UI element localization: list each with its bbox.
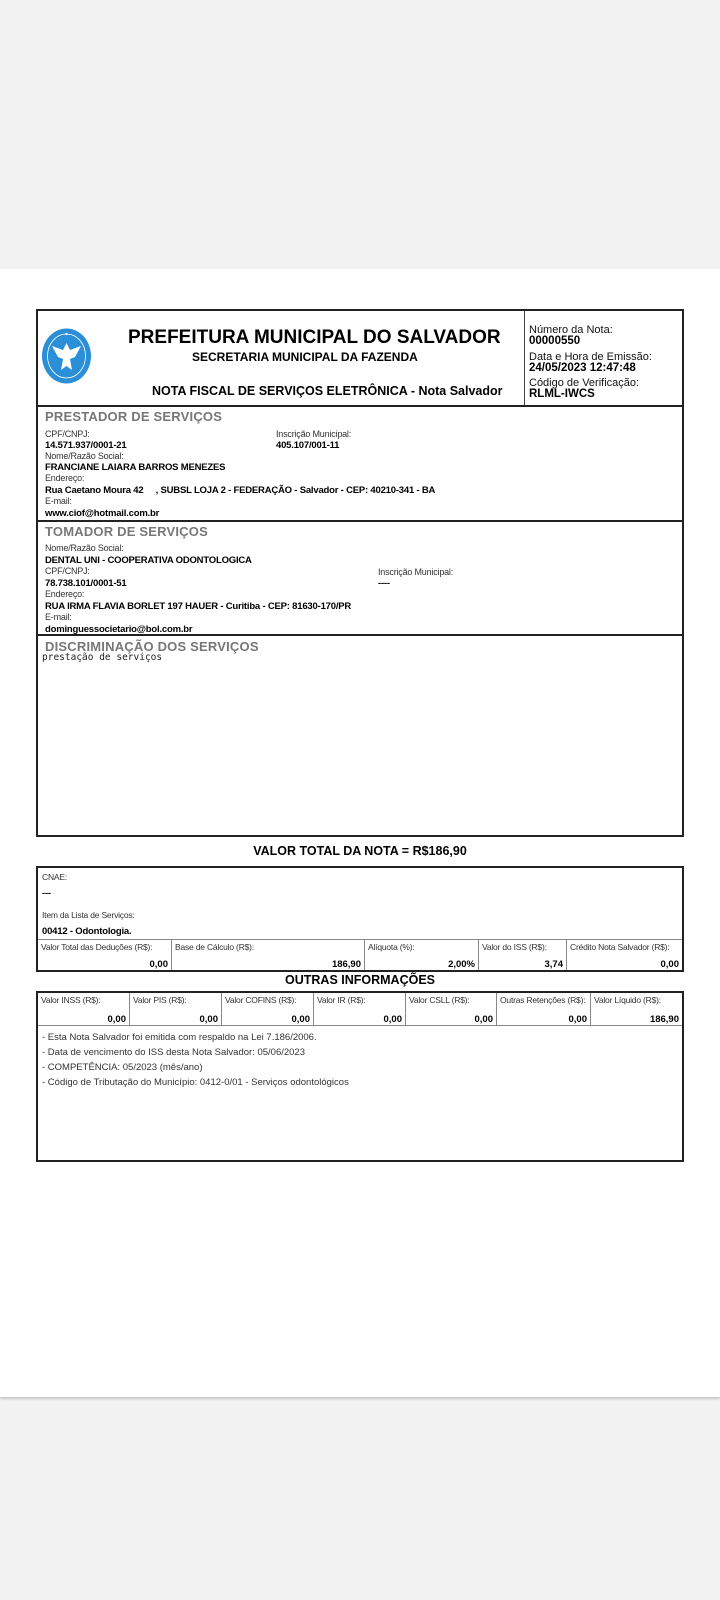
prestador-nome-label: Nome/Razão Social: <box>45 451 124 461</box>
csll-cell: Valor CSLL (R$): 0,00 <box>406 993 497 1025</box>
outras-informacoes-title: OUTRAS INFORMAÇÕES <box>285 973 435 987</box>
prestador-cnpj-label: CPF/CNPJ: <box>45 429 90 439</box>
item-lista-value: 00412 - Odontologia. <box>42 926 132 937</box>
cofins-cell: Valor COFINS (R$): 0,00 <box>222 993 314 1025</box>
prestador-inscricao-label: Inscrição Municipal: <box>276 429 352 439</box>
info-line: - Código de Tributação do Município: 0412-0/01 - Serviços odontológicos <box>42 1077 349 1088</box>
credito-cell: Crédito Nota Salvador (R$): 0,00 <box>570 942 679 970</box>
tomador-cnpj-label: CPF/CNPJ: <box>45 566 90 576</box>
salvador-coat-of-arms-icon <box>41 328 92 384</box>
info-lines <box>42 1030 349 1090</box>
base-calculo-cell: Base de Cálculo (R$): 186,90 <box>172 940 365 970</box>
prestador-inscricao-value: 405.107/001-11 <box>276 440 340 451</box>
valor-iss-cell: Valor do ISS (R$): 3,74 <box>479 940 567 970</box>
tomador-endereco-label: Endereço: <box>45 589 85 599</box>
outras-retencoes-cell: Outras Retenções (R$): 0,00 <box>497 993 591 1025</box>
ir-cell: Valor IR (R$): 0,00 <box>314 993 406 1025</box>
document-type: NOTA FISCAL DE SERVIÇOS ELETRÔNICA - Nota Salvador <box>152 384 503 398</box>
tomador-nome-value: DENTAL UNI - COOPERATIVA ODONTOLOGICA <box>45 555 252 566</box>
deducoes-cell: Valor Total das Deduções (R$): 0,00 <box>38 940 172 970</box>
impostos-grid <box>38 939 682 970</box>
verificacao-label: Código de Verificação: <box>529 377 640 389</box>
valor-total: VALOR TOTAL DA NOTA = R$186,90 <box>253 844 467 858</box>
prestador-email-label: E-mail: <box>45 496 72 506</box>
item-lista-label: Item da Lista de Serviços: <box>42 910 135 920</box>
pis-cell: Valor PIS (R$): 0,00 <box>130 993 222 1025</box>
outras-box <box>36 991 684 1162</box>
prestador-cnpj-value: 14.571.937/0001-21 <box>45 440 127 451</box>
numero-label: Número da Nota: <box>529 324 613 336</box>
tomador-cnpj-value: 78.738.101/0001-51 <box>45 578 127 589</box>
numero-value: 00000550 <box>529 335 581 347</box>
servico-box <box>36 866 684 972</box>
aliquota-cell: Alíquota (%): 2,00% <box>365 940 479 970</box>
tomador-endereco-value: RUA IRMA FLAVIA BORLET 197 HAUER - Curitiba - CEP: 81630-170/PR <box>45 601 352 612</box>
header-subtitle: SECRETARIA MUNICIPAL DA FAZENDA <box>192 350 418 364</box>
prestador-email-value: www.ciof@hotmail.com.br <box>45 508 160 519</box>
cnae-value: --- <box>42 888 51 899</box>
prestador-title: PRESTADOR DE SERVIÇOS <box>45 409 223 424</box>
tomador-inscricao-label: Inscrição Municipal: <box>378 567 454 577</box>
prestador-endereco-value: Rua Caetano Moura 42 , SUBSL LOJA 2 - FEDERAÇÃO - Salvador - CEP: 40210-341 - BA <box>45 485 436 496</box>
prestador-nome-value: FRANCIANE LAIARA BARROS MENEZES <box>45 462 226 473</box>
emissao-label: Data e Hora de Emissão: <box>529 351 652 363</box>
tomador-section <box>36 520 684 636</box>
retencoes-grid <box>38 993 682 1026</box>
info-line: - COMPETÊNCIA: 05/2023 (mês/ano) <box>42 1062 203 1073</box>
cnae-label: CNAE: <box>42 872 67 882</box>
discriminacao-section <box>36 634 684 837</box>
inss-cell: Valor INSS (R$): 0,00 <box>38 993 130 1025</box>
tomador-nome-label: Nome/Razão Social: <box>45 543 124 553</box>
tomador-inscricao-value: ---- <box>378 578 390 589</box>
tomador-email-value: dominguessocietario@bol.com.br <box>45 624 193 635</box>
prestador-endereco-label: Endereço: <box>45 473 85 483</box>
info-line: - Esta Nota Salvador foi emitida com respaldo na Lei 7.186/2006. <box>42 1032 317 1043</box>
header-title: PREFEITURA MUNICIPAL DO SALVADOR <box>128 327 501 348</box>
verificacao-value: RLML-IWCS <box>529 388 595 400</box>
info-line: - Data de vencimento do ISS desta Nota Salvador: 05/06/2023 <box>42 1047 305 1058</box>
header-box <box>36 309 684 407</box>
prestador-section <box>36 405 684 522</box>
valor-liquido-cell: Valor Líquido (R$): 186,90 <box>594 995 679 1025</box>
header-divider <box>524 311 525 405</box>
tomador-email-label: E-mail: <box>45 612 72 622</box>
discriminacao-title: DISCRIMINAÇÃO DOS SERVIÇOS <box>45 639 259 654</box>
emissao-value: 24/05/2023 12:47:48 <box>529 362 636 374</box>
tomador-title: TOMADOR DE SERVIÇOS <box>45 524 208 539</box>
discriminacao-text: prestação de serviços <box>42 652 163 663</box>
